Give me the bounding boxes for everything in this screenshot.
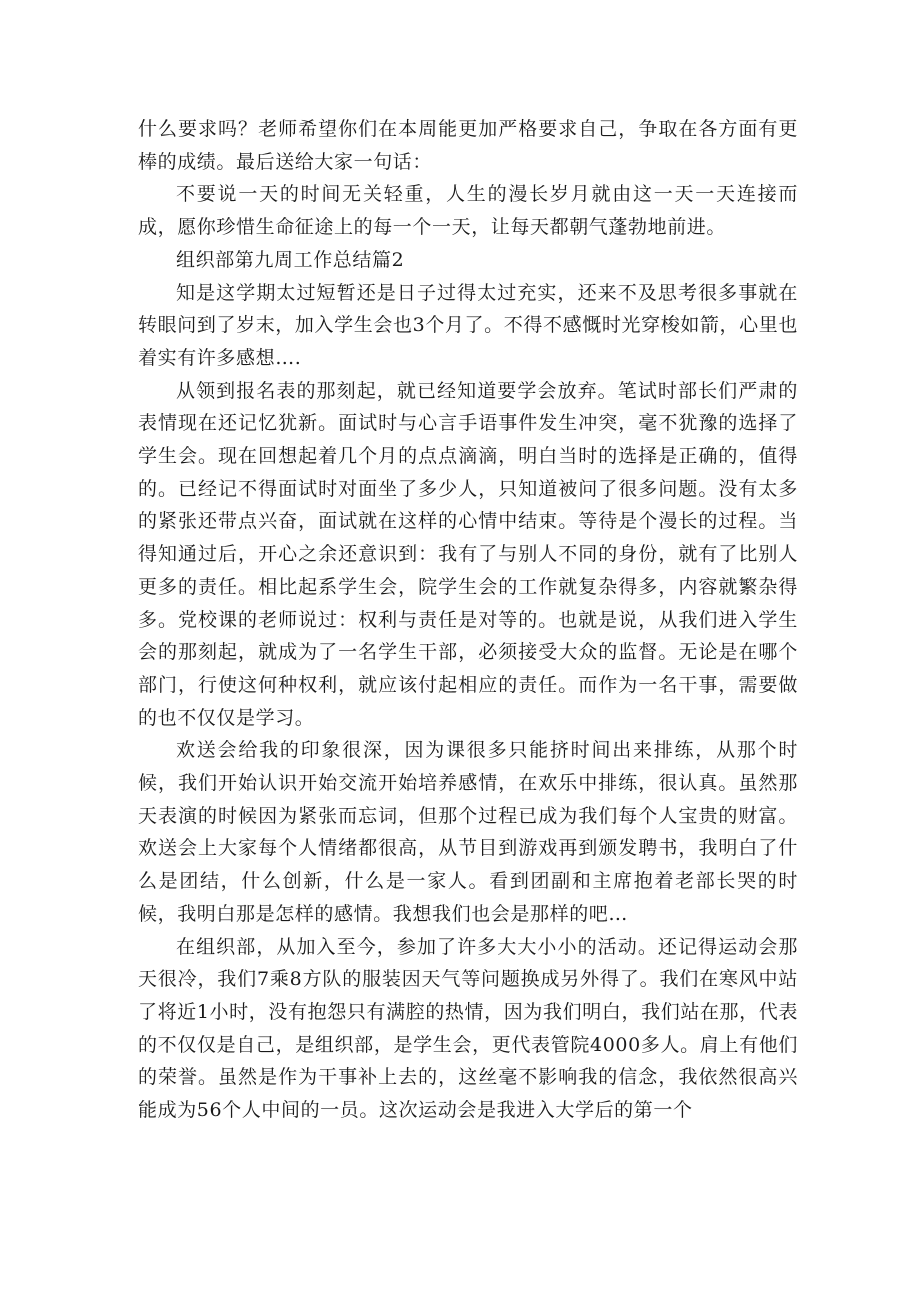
document-page	[138, 113, 798, 1127]
paragraph-application: 从领到报名表的那刻起，就已经知道要学会放弃。笔试时部长们严肃的表情现在还记忆犹新。面试时与心言手语事件发生冲突，毫不犹豫的选择了学生会。现在回想起着几个月的点点滴滴，明白当时的选择是正确的，值得的。已经记不得面试时对面坐了多少人，只知道被问了很多问题。没有太多的紧张还带点兴奋，面试就在这样的心情中结束。等待是个漫长的过程。当得知通过后，开心之余还意识到：我有了与别人不同的身份，就有了比别人更多的责任。相比起系学生会，院学生会的工作就复杂得多，内容就繁杂得多。党校课的老师说过：权利与责任是对等的。也就是说，从我们进入学生会的那刻起，就成为了一名学生干部，必须接受大众的监督。无论是在哪个部门，行使这何种权利，就应该付起相应的责任。而作为一名干事，需要做的也不仅仅是学习。	[138, 379, 798, 729]
paragraph-intro: 知是这学期太过短暂还是日子过得太过充实，还来不及思考很多事就在转眼问到了岁末，加入学生会也3个月了。不得不感慨时光穿梭如箭，心里也着实有许多感想….	[138, 281, 798, 369]
paragraph-quote: 不要说一天的时间无关轻重，人生的漫长岁月就由这一天一天连接而成，愿你珍惜生命征途上的每一个一天，让每天都朝气蓬勃地前进。	[138, 183, 798, 239]
paragraph-continuation: 什么要求吗？老师希望你们在本周能更加严格要求自己，争取在各方面有更棒的成绩。最后送给大家一句话：	[138, 118, 798, 173]
section-heading: 组织部第九周工作总结篇2	[176, 248, 405, 271]
paragraph-farewell-party: 欢送会给我的印象很深，因为课很多只能挤时间出来排练，从那个时候，我们开始认识开始交流开始培养感情，在欢乐中排练，很认真。虽然那天表演的时候因为紧张而忘词，但那个过程已成为我们每个人宝贵的财富。欢送会上大家每个人情绪都很高，从节目到游戏再到颁发聘书，我明白了什么是团结，什么创新，什么是一家人。看到团副和主席抱着老部长哭的时候，我明白那是怎样的感情。我想我们也会是那样的吧…	[138, 739, 798, 925]
paragraph-sports-meet: 在组织部，从加入至今，参加了许多大大小小的活动。还记得运动会那天很冷，我们7乘8方队的服装因天气等问题换成另外得了。我们在寒风中站了将近1小时，没有抱怨只有满腔的热情，因为我们明白，我们站在那，代表的不仅仅是自己，是组织部，是学生会，更代表管院4000多人。肩上有他们的荣誉。虽然是作为干事补上去的，这丝毫不影响我的信念，我依然很高兴能成为56个人中间的一员。这次运动会是我进入大学后的第一个	[138, 935, 798, 1122]
